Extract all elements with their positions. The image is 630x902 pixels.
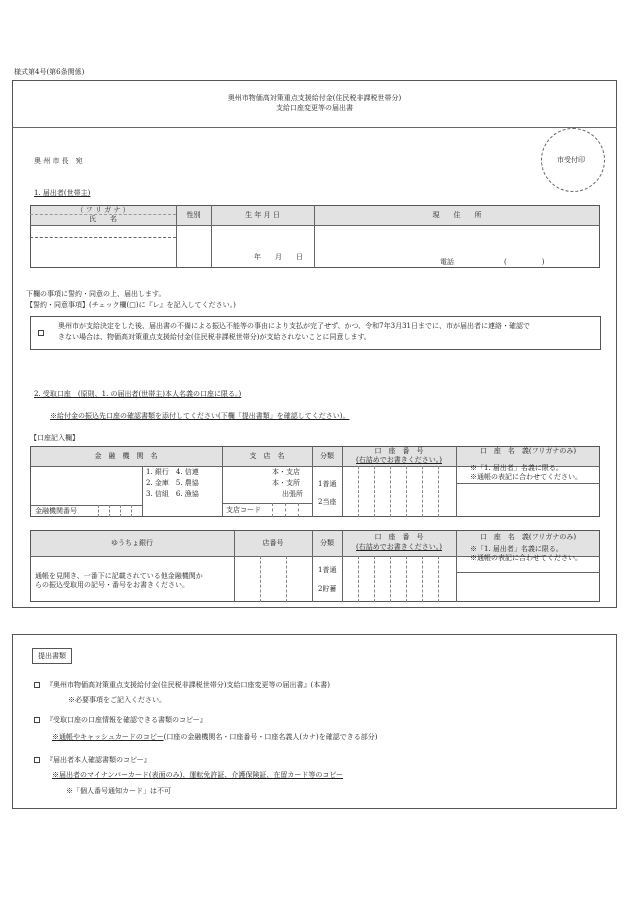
institution-code-label: 金融機関番号 — [35, 507, 77, 515]
table-line — [374, 466, 375, 517]
birthdate-label: 生 年 月 日 — [245, 211, 280, 219]
holder-note-1: ※「1. 届出者」名義に限る。 — [470, 464, 563, 472]
document-checkbox-2[interactable] — [34, 717, 40, 723]
table-line — [286, 556, 287, 602]
table-line — [120, 505, 121, 517]
section2-heading: 2. 受取口座 (原則、1. の届出者(世帯主)本人名義の口座に限る。) — [34, 390, 242, 398]
yucho-instruction-line2: らの振込受取用の記号・番号をお書きください。 — [35, 581, 189, 589]
document-checkbox-1[interactable] — [34, 682, 40, 688]
table-line — [272, 503, 273, 517]
branch-type-2[interactable]: 本・支所 — [272, 479, 300, 487]
document-note-2-main: ※通帳やキャッシュカードのコピー — [52, 733, 164, 741]
phone-label: 電話 — [440, 258, 454, 266]
account-number-sub: (右詰めでお書きください。) — [356, 456, 442, 464]
document-note-2-tail: (口座の金融機関名・口座番号・口座名義人(カナ)を確認できる部分) — [163, 733, 378, 741]
gender-label: 性別 — [186, 211, 201, 219]
birthdate-input[interactable]: 年 月 日 — [254, 253, 303, 261]
table-line — [298, 503, 299, 517]
documents-heading: 提出書類 — [38, 652, 66, 660]
category-label: 分類 — [320, 452, 334, 460]
table-line — [358, 556, 359, 602]
table-line — [109, 505, 110, 517]
pledge-text-line2: きない場合は、物価高対策重点支援給付金(住民税非課税世帯分)が支給されないことに同意します。 — [58, 333, 371, 341]
pledge-intro: 下欄の事項に誓約・同意の上、届出します。 — [26, 290, 166, 298]
document-title-2: 『受取口座の口座情報を確認できる書類のコピー』 — [46, 716, 207, 724]
addressee: 奥 州 市 長 宛 — [34, 157, 83, 165]
yucho-category-option-2[interactable]: 2貯蓄 — [318, 585, 337, 593]
furigana-label: （ フ リ ガ ナ ） — [76, 206, 130, 214]
table-line — [438, 466, 439, 517]
table-line — [390, 556, 391, 602]
account-number-label: 口 座 番 号 — [374, 447, 424, 455]
yucho-account-holder-label: 口 座 名 義(フリガナのみ) — [479, 533, 577, 541]
table-line — [142, 466, 143, 517]
name-input[interactable] — [31, 238, 175, 267]
table-line — [131, 505, 132, 517]
yucho-account-holder-input[interactable] — [457, 573, 599, 601]
section2-note: ※給付金の振込先口座の確認書類を添付してください(下欄「提出書類」を確認してください)。 — [50, 412, 350, 420]
table-line — [422, 556, 423, 602]
account-holder-input[interactable] — [457, 484, 599, 516]
branch-type-1[interactable]: 本・支店 — [272, 468, 300, 476]
table-line — [98, 505, 99, 517]
table-line — [406, 466, 407, 517]
yucho-account-number-sub: (右詰めでお書きください。) — [356, 543, 442, 551]
form-title-line2: 支給口座変更等の届出書 — [276, 104, 353, 112]
category-option-1[interactable]: 1普通 — [318, 480, 337, 488]
pledge-item-label: 【誓約・同意事項】(チェック欄(□)に『レ』を記入してください。) — [26, 301, 236, 309]
name-label: 氏 名 — [89, 215, 117, 223]
document-note-1: ※必要事項をご記入ください。 — [68, 696, 166, 704]
document-title-1: 『奥州市物価高対策重点支援給付金(住民税非課税世帯分)支給口座変更等の届出書』(本書) — [46, 681, 330, 689]
phone-input[interactable]: ( ) — [504, 258, 545, 266]
table-line — [285, 503, 286, 517]
pledge-text-line1: 奥州市が支給決定をした後、届出書の不備による振込不能等の事由により支払が完了せず、かつ、令和7年3月31日までに、市が届出者に連絡・確認で — [58, 322, 530, 330]
branch-code-label: 支店コード — [226, 506, 261, 514]
yucho-account-number-label: 口 座 番 号 — [374, 533, 424, 541]
table-line — [30, 505, 142, 506]
table-line — [358, 466, 359, 517]
document-note-3: ※届出者のマイナンバーカード(表面のみ)、運転免許証、介護保険証、在留カード等のコピー — [52, 771, 344, 779]
branch-label: 支 店 名 — [249, 452, 285, 460]
furigana-input[interactable] — [31, 226, 175, 236]
category-option-2[interactable]: 2当座 — [318, 498, 337, 506]
pledge-checkbox[interactable] — [38, 330, 44, 336]
institution-type-3[interactable]: 3. 信組 6. 漁協 — [146, 490, 199, 498]
mynumber-note: ※「個人番号通知カード」は不可 — [66, 787, 171, 795]
yucho-holder-note-2: ※通帳の表記に合わせてください。 — [470, 554, 582, 562]
institution-label: 金 融 機 関 名 — [94, 452, 158, 460]
table-line — [260, 556, 261, 602]
yucho-category-option-1[interactable]: 1普通 — [318, 566, 337, 574]
yucho-instruction-line1 — [35, 572, 203, 580]
section1-heading: 1. 届出者(世帯主) — [34, 189, 91, 197]
table-line — [438, 556, 439, 602]
form-title-line1: 奥州市物価高対策重点支援給付金(住民税非課税世帯分) — [227, 94, 402, 102]
table-line — [406, 556, 407, 602]
yucho-holder-note-1: ※「1. 届出者」名義に限る。 — [470, 545, 563, 553]
gender-input[interactable] — [177, 226, 210, 267]
yucho-instruction-line1-text: 通帳を見開き、一番下に記載されている他金融機関か — [35, 572, 203, 580]
branch-type-3[interactable]: 出張所 — [282, 490, 303, 498]
document-title-3: 『届出者本人確認書類のコピー』 — [46, 756, 151, 764]
holder-note-2: ※通帳の表記に合わせてください。 — [470, 473, 582, 481]
title-divider — [12, 127, 617, 128]
yucho-bank-label: ゆうちょ銀行 — [111, 539, 153, 547]
address-label: 現 住 所 — [432, 211, 482, 219]
table-line — [422, 466, 423, 517]
yucho-category-label: 分類 — [320, 539, 334, 547]
account-holder-label: 口 座 名 義(フリガナのみ) — [479, 447, 577, 455]
institution-name-input[interactable] — [31, 467, 141, 504]
document-note-2 — [52, 733, 378, 741]
institution-type-2[interactable]: 2. 金庫 5. 農協 — [146, 479, 199, 487]
stamp-label: 市受付印 — [557, 156, 585, 164]
institution-type-1[interactable]: 1. 銀行 4. 信連 — [146, 468, 199, 476]
document-checkbox-3[interactable] — [34, 757, 40, 763]
address-input[interactable] — [315, 226, 599, 254]
form-number: 様式第4号(第6条関係) — [14, 68, 85, 76]
yucho-store-label: 店番号 — [262, 539, 284, 547]
table-line — [374, 556, 375, 602]
account-entry-label: 【口座記入欄】 — [30, 434, 79, 442]
table-line — [390, 466, 391, 517]
